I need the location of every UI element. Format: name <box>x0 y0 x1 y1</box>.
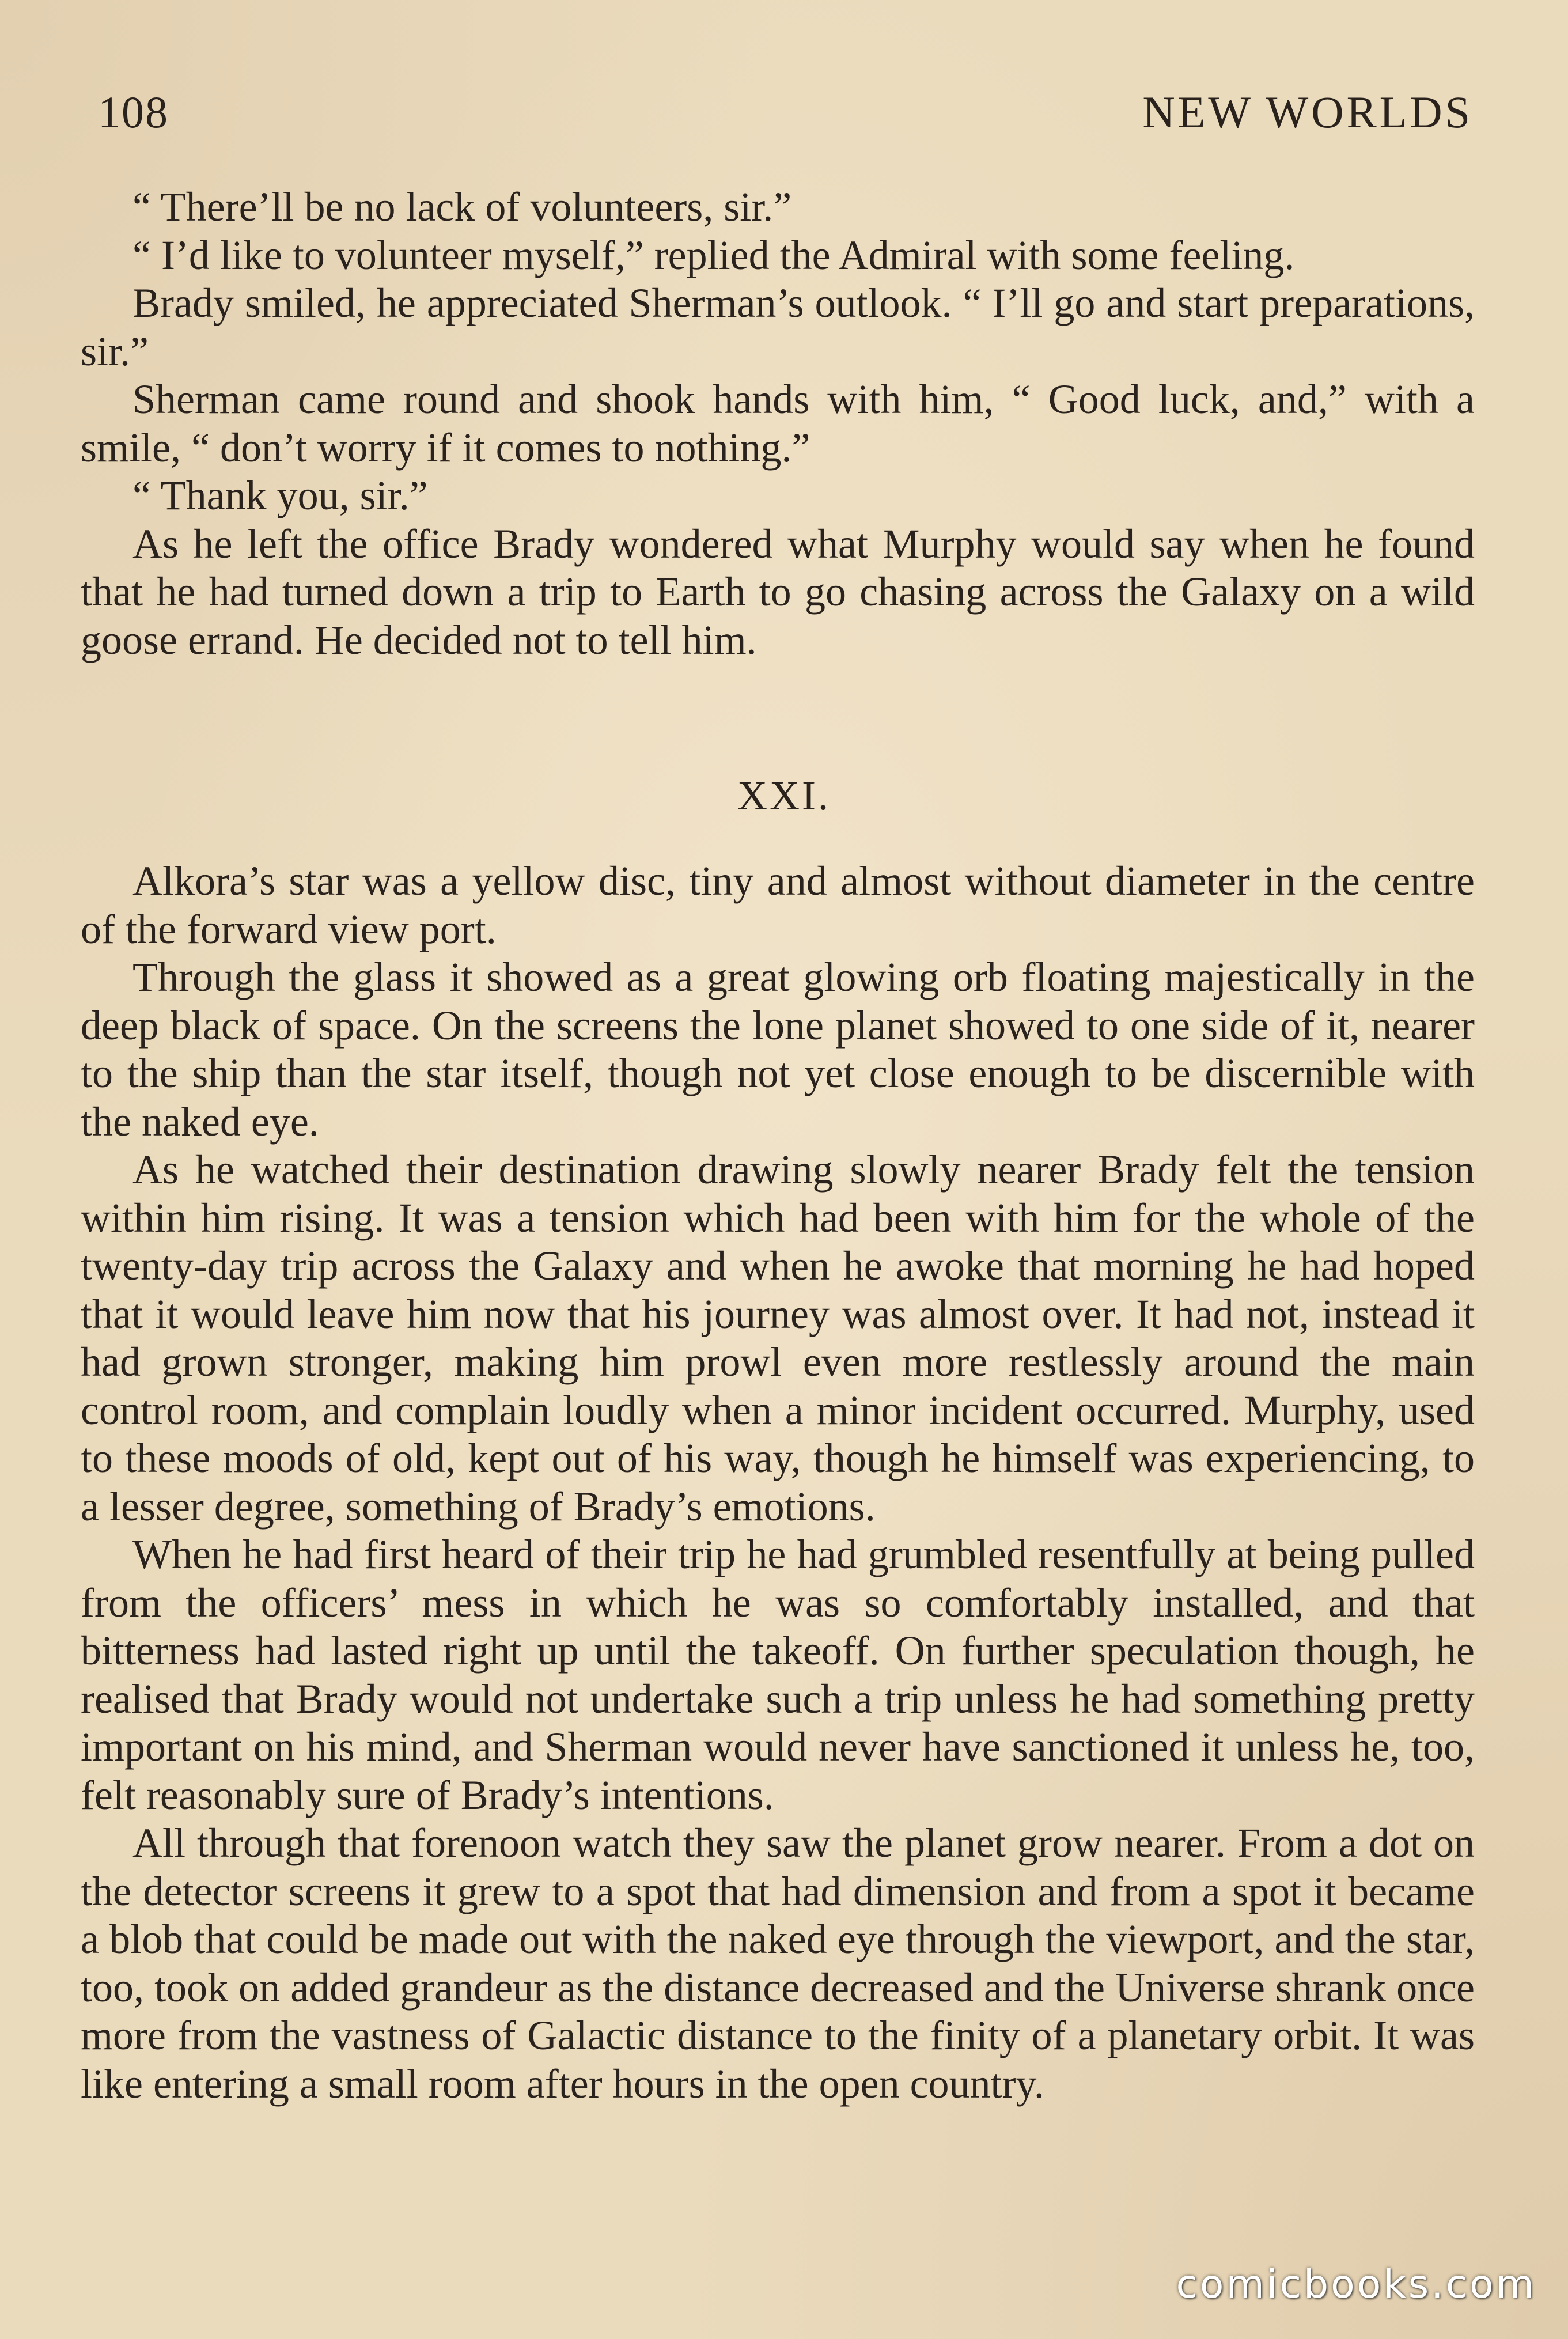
watermark-logo: comicbooks.com <box>1176 2262 1536 2307</box>
text-section-a <box>81 183 1475 664</box>
paragraph: All through that forenoon watch they saw the planet grow nearer. From a dot on the detector screens it grew to a spot that had dimension and from a spot it became a blob that could be made out with the naked eye through the viewport, and the star, too, took on added grandeur as the distance decreased and the Universe shrank once more from the vastness of Galactic distance to the finity of a planetary orbit. It was like entering a small room after hours in the open country. <box>81 1820 1475 2107</box>
paragraph: As he watched their destination drawing slowly nearer Brady felt the tension within him rising. It was a tension which had been with him for the whole of the twenty-day trip across the Galaxy and when he awoke that morning he had hoped that it would leave him now that his journey was almost over. It had not, instead it had grown stronger, making him prowl even more restlessly around the main control room, and complain loudly when a minor incident occurred. Murphy, used to these moods of old, kept out of his way, though he himself was experiencing, to a lesser degree, something of Brady’s emotions. <box>81 1146 1475 1530</box>
paragraph: As he left the office Brady wondered what Murphy would say when he found that he had turned down a trip to Earth to go chasing across the Galaxy on a wild goose errand. He decided not to tell him. <box>81 520 1475 663</box>
paragraph: When he had first heard of their trip he had grumbled resentfully at being pulled from the officers’ mess in which he was so comfortably installed, and that bitterness had lasted right up until the takeoff. On further speculation though, he realised that Brady would not undertake such a trip unless he had something pretty important on his mind, and Sherman would never have sanctioned it unless he, too, felt reasonably sure of Brady’s intentions. <box>81 1531 1475 1818</box>
text-section-b <box>81 857 1475 2108</box>
running-head: NEW WORLDS <box>1142 87 1473 137</box>
paragraph: Through the glass it showed as a great glowing orb floating majestically in the deep black of space. On the screens the lone planet showed to one side of it, nearer to the ship than the star itself, though not yet close enough to be discernible with the naked eye. <box>81 954 1475 1145</box>
page-number: 108 <box>98 87 169 137</box>
page-header <box>98 86 1473 144</box>
paragraph: Alkora’s star was a yellow disc, tiny and almost without diameter in the centre of the forward view port. <box>81 858 1475 952</box>
paragraph: “ Thank you, sir.” <box>132 472 428 518</box>
paragraph: Brady smiled, he appreciated Sherman’s outlook. “ I’ll go and start preparations, sir.” <box>81 280 1475 374</box>
paragraph: “ There’ll be no lack of volunteers, sir.” <box>132 184 792 230</box>
chapter-heading: XXI. <box>737 773 831 819</box>
paragraph: Sherman came round and shook hands with him, “ Good luck, and,” with a smile, “ don’t worry if it comes to nothing.” <box>81 376 1475 471</box>
paragraph: “ I’d like to volunteer myself,” replied the Admiral with some feeling. <box>132 232 1295 278</box>
